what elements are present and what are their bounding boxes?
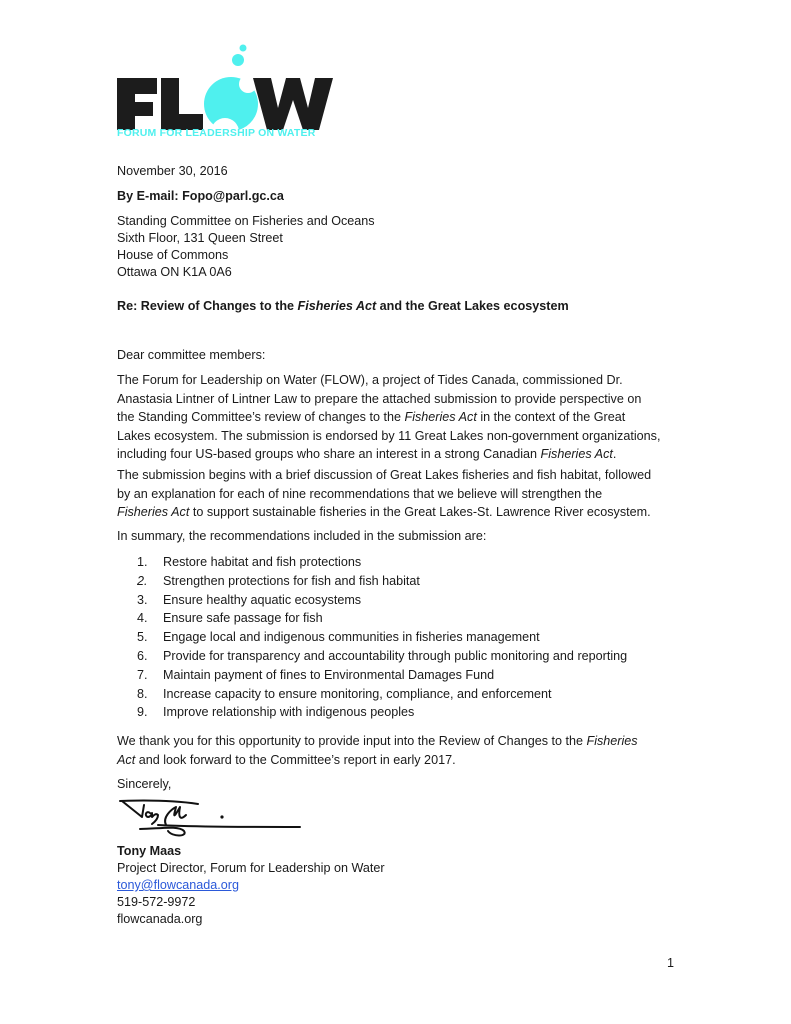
list-text: Increase capacity to ensure monitoring, compliance, and enforcement <box>163 686 552 701</box>
paragraph-line: The submission begins with a brief discussion of Great Lakes fisheries and fish habitat, followed <box>117 468 652 482</box>
paragraph-line: Lakes ecosystem. The submission is endorsed by 11 Great Lakes non-government organizations, <box>117 428 661 443</box>
text-run: and look forward to the Committee’s report in early 2017. <box>135 752 456 767</box>
logo-tagline: FORUM FOR LEADERSHIP ON WATER <box>117 127 316 139</box>
text-run-italic: Fisheries <box>586 734 638 748</box>
recipient-line: Sixth Floor, 131 Queen Street <box>117 231 283 245</box>
paragraph-summary <box>117 466 677 522</box>
paragraph-line: The Forum for Leadership on Water (FLOW), a project of Tides Canada, commissioned Dr. <box>117 373 623 387</box>
text-run: in the context of the Great <box>476 410 626 425</box>
delivery-line: By E-mail: Fopo@parl.gc.ca <box>117 189 284 203</box>
list-text: Ensure healthy aquatic ecosystems <box>163 592 362 607</box>
signoff: Sincerely, <box>117 777 172 791</box>
text-run: We thank you for this opportunity to provide input into the Review of Changes to the <box>117 734 587 748</box>
text-run: including four US-based groups who share an interest in a strong Canadian <box>117 447 541 462</box>
list-number: 2. <box>137 573 148 588</box>
text-run: the Standing Committee’s review of changes to the <box>117 410 405 425</box>
list-number: 5. <box>137 630 148 645</box>
signer-email-link[interactable] <box>117 877 239 894</box>
closing-paragraph <box>117 732 677 769</box>
subject-italic: Fisheries Act <box>297 299 377 313</box>
list-number: 4. <box>137 611 148 626</box>
subject-suffix: and the Great Lakes ecosystem <box>376 299 569 313</box>
signature-icon <box>118 795 303 839</box>
paragraph-line <box>117 503 677 522</box>
salutation: Dear committee members: <box>117 348 266 362</box>
list-number: 7. <box>137 667 148 682</box>
list-number: 3. <box>137 592 148 607</box>
signer-website: flowcanada.org <box>117 912 203 926</box>
text-run-italic: Fisheries Act <box>540 447 613 462</box>
list-intro: In summary, the recommendations included in the submission are: <box>117 529 487 543</box>
paragraph-line: by an explanation for each of nine recommendations that we believe will strengthen the <box>117 486 603 501</box>
paragraph-line <box>117 445 677 464</box>
signer-name: Tony Maas <box>117 844 182 858</box>
recipient-line: Standing Committee on Fisheries and Oceans <box>117 214 375 228</box>
list-text: Maintain payment of fines to Environmental Damages Fund <box>163 667 495 682</box>
list-text: Engage local and indigenous communities in fisheries management <box>163 630 540 645</box>
list-text: Ensure safe passage for fish <box>163 611 323 626</box>
text-run-italic: Fisheries Act <box>117 505 190 520</box>
text-run-italic: Act <box>117 752 136 767</box>
subject-line <box>117 298 569 315</box>
list-number: 6. <box>137 648 148 663</box>
text-run-italic: Fisheries Act <box>404 410 477 425</box>
list-number: 8. <box>137 686 148 701</box>
text-run: to support sustainable fisheries in the Great Lakes-St. Lawrence River ecosystem. <box>189 505 651 520</box>
paragraph-line <box>117 751 677 770</box>
subject-prefix: Re: Review of Changes to the <box>117 299 298 313</box>
recipient-line: House of Commons <box>117 248 229 262</box>
list-number: 1. <box>137 555 148 569</box>
signer-phone: 519-572-9972 <box>117 895 196 909</box>
list-text: Restore habitat and fish protections <box>163 555 362 569</box>
paragraph-line <box>117 732 677 751</box>
page-number: 1 <box>667 956 675 970</box>
paragraph-line <box>117 408 677 427</box>
list-text: Provide for transparency and accountability through public monitoring and reporting <box>163 648 628 663</box>
email-link[interactable]: tony@flowcanada.org <box>117 878 240 892</box>
list-text: Strengthen protections for fish and fish habitat <box>163 573 420 588</box>
paragraph-line: Anastasia Lintner of Lintner Law to prepare the attached submission to provide perspective on <box>117 391 642 406</box>
signer-title: Project Director, Forum for Leadership on Water <box>117 861 385 875</box>
recipient-line: Ottawa ON K1A 0A6 <box>117 265 232 279</box>
text-run: . <box>612 447 617 462</box>
list-number: 9. <box>137 705 148 720</box>
letter-date: November 30, 2016 <box>117 164 228 178</box>
paragraph-intro <box>117 371 677 464</box>
list-text: Improve relationship with indigenous peoples <box>163 705 415 720</box>
